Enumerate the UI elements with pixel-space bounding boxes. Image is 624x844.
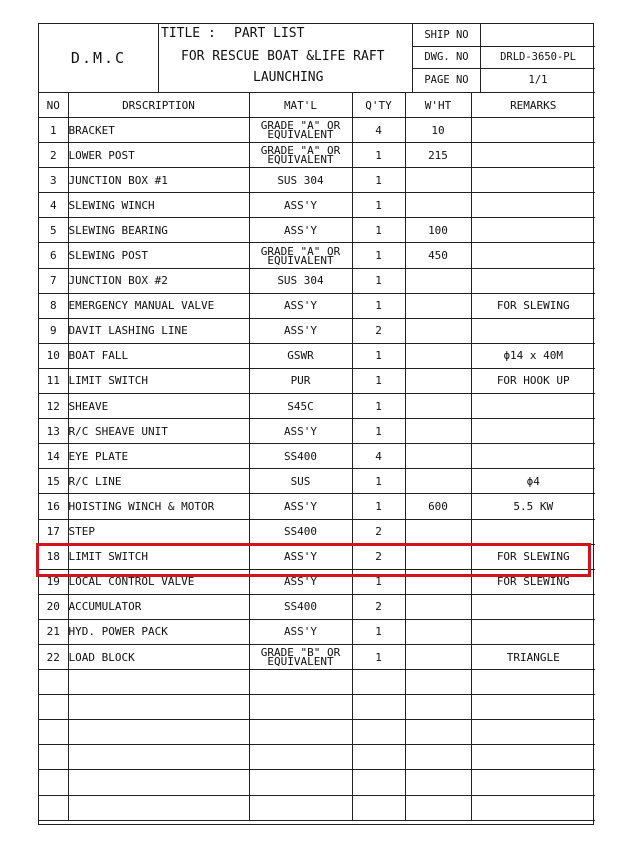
item-remarks: FOR SLEWING [471, 569, 595, 594]
table-row [39, 318, 595, 343]
item-quantity: 1 [352, 368, 405, 393]
empty-cell [39, 670, 68, 695]
ship-no-label: SHIP NO [413, 24, 481, 46]
empty-cell [39, 795, 68, 820]
table-row [39, 368, 595, 393]
dwg-no-row [413, 47, 595, 70]
table-row [39, 644, 595, 669]
item-weight [405, 343, 471, 368]
col-description-header: DRSCRIPTION [68, 93, 249, 118]
item-quantity: 1 [352, 494, 405, 519]
item-number: 6 [39, 243, 68, 268]
item-description: LOAD BLOCK [68, 644, 249, 669]
drawing-meta [413, 24, 595, 92]
item-weight [405, 444, 471, 469]
item-weight [405, 644, 471, 669]
item-material: ASS'Y [249, 318, 352, 343]
table-row [39, 118, 595, 143]
item-material: GRADE "A" OR EQUIVALENT [249, 118, 352, 143]
empty-cell [249, 745, 352, 770]
item-quantity: 1 [352, 293, 405, 318]
table-row [39, 619, 595, 644]
empty-cell [352, 770, 405, 795]
empty-row [39, 670, 595, 695]
table-row [39, 218, 595, 243]
item-number: 15 [39, 469, 68, 494]
item-weight [405, 519, 471, 544]
table-row [39, 519, 595, 544]
item-material: SS400 [249, 444, 352, 469]
item-remarks [471, 243, 595, 268]
item-number: 21 [39, 619, 68, 644]
item-description: LOCAL CONTROL VALVE [68, 569, 249, 594]
item-quantity: 4 [352, 118, 405, 143]
page-no-value: 1/1 [528, 74, 548, 87]
empty-cell [68, 795, 249, 820]
empty-cell [249, 670, 352, 695]
item-weight [405, 619, 471, 644]
empty-row [39, 745, 595, 770]
empty-cell [471, 745, 595, 770]
empty-cell [39, 745, 68, 770]
item-quantity: 1 [352, 644, 405, 669]
item-remarks [471, 168, 595, 193]
parts-table-body [39, 118, 595, 821]
item-quantity: 2 [352, 594, 405, 619]
item-material: SUS [249, 469, 352, 494]
dwg-no-label: DWG. NO [413, 47, 481, 69]
item-description: BOAT FALL [68, 343, 249, 368]
title-line-1: PART LIST [234, 26, 305, 41]
item-remarks [471, 118, 595, 143]
empty-cell [405, 770, 471, 795]
table-row [39, 293, 595, 318]
item-weight: 100 [405, 218, 471, 243]
item-remarks [471, 318, 595, 343]
page-no-row [413, 69, 595, 92]
item-weight [405, 293, 471, 318]
item-material: GRADE "A" OR EQUIVALENT [249, 143, 352, 168]
item-description: BRACKET [68, 118, 249, 143]
table-row [39, 243, 595, 268]
table-row [39, 268, 595, 293]
item-description: R/C LINE [68, 469, 249, 494]
item-quantity: 1 [352, 268, 405, 293]
item-description: LOWER POST [68, 143, 249, 168]
table-row [39, 494, 595, 519]
empty-cell [68, 745, 249, 770]
item-description: LIMIT SWITCH [68, 368, 249, 393]
item-quantity: 1 [352, 394, 405, 419]
table-row [39, 594, 595, 619]
item-quantity: 1 [352, 143, 405, 168]
empty-cell [68, 670, 249, 695]
table-row [39, 544, 595, 569]
item-remarks: TRIANGLE [471, 644, 595, 669]
item-weight [405, 318, 471, 343]
item-description: DAVIT LASHING LINE [68, 318, 249, 343]
item-number: 20 [39, 594, 68, 619]
item-description: EYE PLATE [68, 444, 249, 469]
item-number: 16 [39, 494, 68, 519]
table-row [39, 469, 595, 494]
item-number: 9 [39, 318, 68, 343]
item-description: HOISTING WINCH & MOTOR [68, 494, 249, 519]
item-weight [405, 394, 471, 419]
item-number: 11 [39, 368, 68, 393]
item-remarks: FOR HOOK UP [471, 368, 595, 393]
empty-cell [405, 695, 471, 720]
item-material: SS400 [249, 594, 352, 619]
item-remarks [471, 218, 595, 243]
empty-row [39, 720, 595, 745]
item-number: 1 [39, 118, 68, 143]
empty-cell [68, 770, 249, 795]
empty-cell [471, 720, 595, 745]
item-description: R/C SHEAVE UNIT [68, 419, 249, 444]
item-quantity: 2 [352, 519, 405, 544]
item-weight [405, 594, 471, 619]
item-quantity: 2 [352, 318, 405, 343]
empty-cell [39, 770, 68, 795]
empty-cell [68, 695, 249, 720]
item-weight: 215 [405, 143, 471, 168]
item-remarks: FOR SLEWING [471, 293, 595, 318]
table-row [39, 193, 595, 218]
item-quantity: 2 [352, 544, 405, 569]
item-remarks [471, 594, 595, 619]
col-material-header: MAT'L [249, 93, 352, 118]
item-weight [405, 168, 471, 193]
item-number: 19 [39, 569, 68, 594]
company-name: D.M.C [39, 24, 159, 92]
item-description: JUNCTION BOX #1 [68, 168, 249, 193]
item-material: ASS'Y [249, 569, 352, 594]
item-weight [405, 193, 471, 218]
empty-cell [352, 795, 405, 820]
item-material: SUS 304 [249, 168, 352, 193]
title-line-2: FOR RESCUE BOAT &LIFE RAFT [181, 49, 385, 64]
item-description: JUNCTION BOX #2 [68, 268, 249, 293]
item-number: 4 [39, 193, 68, 218]
item-description: SLEWING BEARING [68, 218, 249, 243]
item-material: ASS'Y [249, 619, 352, 644]
empty-cell [249, 795, 352, 820]
item-weight [405, 569, 471, 594]
item-weight [405, 368, 471, 393]
empty-row [39, 795, 595, 820]
item-number: 18 [39, 544, 68, 569]
item-material: GRADE "A" OR EQUIVALENT [249, 243, 352, 268]
item-weight: 600 [405, 494, 471, 519]
col-remarks-header: REMARKS [471, 93, 595, 118]
empty-cell [471, 770, 595, 795]
item-quantity: 1 [352, 419, 405, 444]
empty-cell [39, 720, 68, 745]
empty-cell [249, 695, 352, 720]
item-quantity: 1 [352, 469, 405, 494]
item-material: ASS'Y [249, 218, 352, 243]
item-weight [405, 419, 471, 444]
item-remarks [471, 519, 595, 544]
item-number: 12 [39, 394, 68, 419]
empty-cell [352, 745, 405, 770]
item-number: 22 [39, 644, 68, 669]
page-no-label: PAGE NO [413, 69, 481, 92]
table-header-row [39, 93, 595, 118]
item-description: SLEWING WINCH [68, 193, 249, 218]
item-remarks [471, 143, 595, 168]
part-list-sheet [38, 23, 594, 825]
item-material: GSWR [249, 343, 352, 368]
empty-cell [405, 720, 471, 745]
col-quantity-header: Q'TY [352, 93, 405, 118]
title-line-3: LAUNCHING [253, 70, 324, 85]
empty-row [39, 695, 595, 720]
item-remarks [471, 419, 595, 444]
item-quantity: 1 [352, 243, 405, 268]
empty-cell [405, 745, 471, 770]
table-row [39, 168, 595, 193]
item-material: GRADE "B" OR EQUIVALENT [249, 644, 352, 669]
item-remarks: ϕ4 [471, 469, 595, 494]
table-row [39, 444, 595, 469]
empty-row [39, 770, 595, 795]
item-remarks: FOR SLEWING [471, 544, 595, 569]
item-quantity: 1 [352, 619, 405, 644]
empty-cell [405, 670, 471, 695]
empty-cell [352, 720, 405, 745]
item-number: 13 [39, 419, 68, 444]
ship-no-row [413, 24, 595, 47]
dwg-no-value: DRLD-3650-PL [500, 51, 576, 64]
item-description: EMERGENCY MANUAL VALVE [68, 293, 249, 318]
document-title [159, 24, 413, 92]
item-quantity: 1 [352, 343, 405, 368]
table-row [39, 419, 595, 444]
item-number: 7 [39, 268, 68, 293]
col-no-header: NO [39, 93, 68, 118]
empty-cell [249, 720, 352, 745]
table-row [39, 569, 595, 594]
item-number: 2 [39, 143, 68, 168]
item-weight [405, 268, 471, 293]
table-row [39, 343, 595, 368]
item-material: PUR [249, 368, 352, 393]
item-weight [405, 544, 471, 569]
empty-cell [352, 670, 405, 695]
ship-no-value [481, 24, 595, 46]
table-row [39, 143, 595, 168]
item-description: ACCUMULATOR [68, 594, 249, 619]
item-number: 10 [39, 343, 68, 368]
item-number: 17 [39, 519, 68, 544]
item-number: 14 [39, 444, 68, 469]
item-remarks: 5.5 KW [471, 494, 595, 519]
item-material: S45C [249, 394, 352, 419]
title-block [39, 24, 595, 92]
item-number: 3 [39, 168, 68, 193]
item-remarks [471, 444, 595, 469]
item-remarks: ϕ14 x 40M [471, 343, 595, 368]
empty-cell [352, 695, 405, 720]
item-description: HYD. POWER PACK [68, 619, 249, 644]
item-description: SLEWING POST [68, 243, 249, 268]
item-quantity: 1 [352, 569, 405, 594]
item-quantity: 1 [352, 168, 405, 193]
empty-cell [249, 770, 352, 795]
item-description: STEP [68, 519, 249, 544]
item-material: ASS'Y [249, 293, 352, 318]
empty-cell [68, 720, 249, 745]
item-number: 5 [39, 218, 68, 243]
item-number: 8 [39, 293, 68, 318]
item-material: ASS'Y [249, 419, 352, 444]
empty-cell [39, 695, 68, 720]
item-quantity: 4 [352, 444, 405, 469]
item-remarks [471, 268, 595, 293]
empty-cell [405, 795, 471, 820]
item-material: SS400 [249, 519, 352, 544]
item-material: ASS'Y [249, 494, 352, 519]
item-remarks [471, 394, 595, 419]
item-remarks [471, 193, 595, 218]
col-weight-header: W'HT [405, 93, 471, 118]
empty-cell [471, 795, 595, 820]
item-description: LIMIT SWITCH [68, 544, 249, 569]
parts-table [39, 92, 595, 821]
title-label: TITLE : [161, 26, 216, 41]
item-remarks [471, 619, 595, 644]
item-material: SUS 304 [249, 268, 352, 293]
item-quantity: 1 [352, 193, 405, 218]
item-weight: 450 [405, 243, 471, 268]
item-weight: 10 [405, 118, 471, 143]
item-material: ASS'Y [249, 193, 352, 218]
empty-cell [471, 670, 595, 695]
item-material: ASS'Y [249, 544, 352, 569]
empty-cell [471, 695, 595, 720]
table-row [39, 394, 595, 419]
item-quantity: 1 [352, 218, 405, 243]
item-weight [405, 469, 471, 494]
item-description: SHEAVE [68, 394, 249, 419]
